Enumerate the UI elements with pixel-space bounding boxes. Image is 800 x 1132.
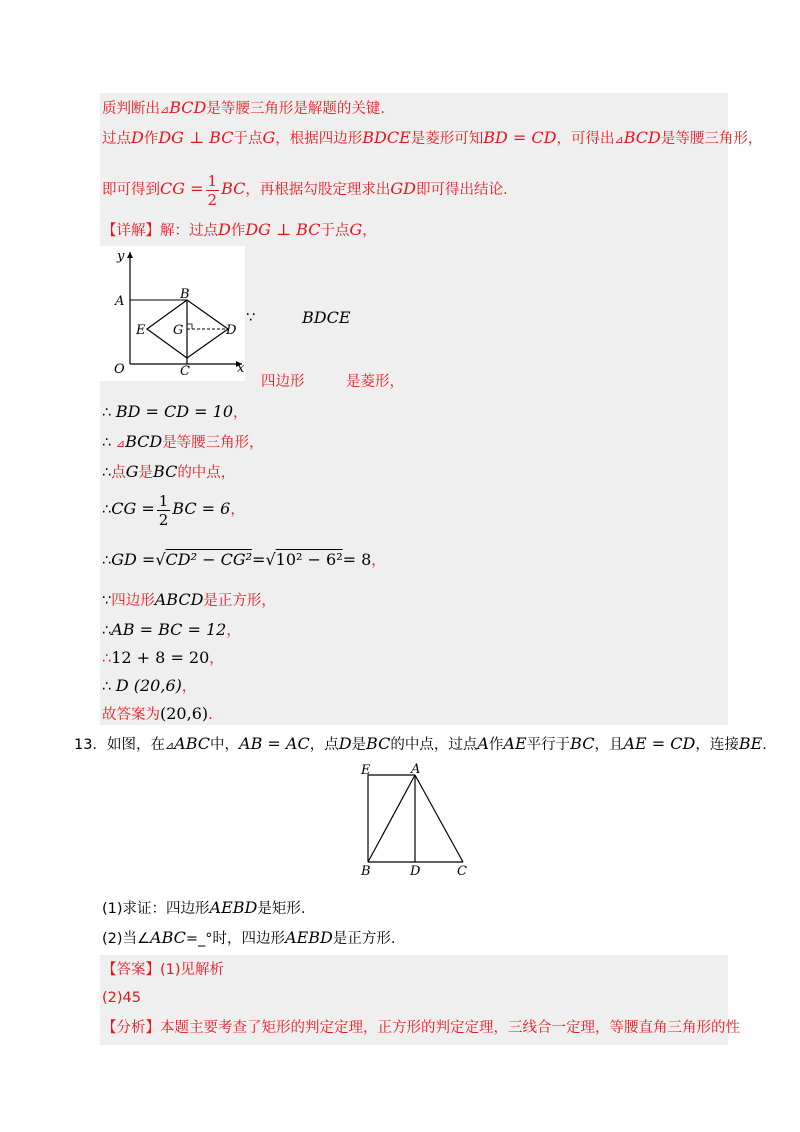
answer-line-1: 【答案】(1)见解析: [102, 962, 225, 978]
step-isosceles: ∴ ⊿BCD是等腰三角形，: [102, 432, 264, 451]
label-x: x: [237, 361, 245, 376]
segment-ac: [415, 775, 463, 862]
fraction-half-2: $\frac{1}{2}$: [158, 491, 169, 529]
label-b: B: [180, 287, 190, 302]
label-a: A: [411, 762, 421, 777]
final-answer-line: 故答案为(20,6).: [102, 704, 213, 723]
right-angle-mark: [187, 324, 192, 329]
guide-line-2: 即可得到CG = $\frac{1}{2}$ BC，再根据勾股定理求出GD即可得出结论.: [102, 171, 508, 209]
figure-triangle-svg: [355, 760, 475, 878]
step-sum: ∴12 + 8 = 20，: [102, 648, 224, 667]
step-cg: ∴CG = $\frac{1}{2}$ BC = 6，: [102, 491, 245, 529]
step-d-coord: ∴ D (20,6)，: [102, 676, 197, 695]
question-13: 13．如图，在⊿ABC中，AB = AC，点D是BC的中点，过点A作AE平行于BC，且AE = CD，连接BE.: [74, 734, 767, 753]
label-e: E: [136, 323, 146, 338]
answer-line-2: (2)45: [102, 990, 141, 1006]
label-e: E: [361, 763, 371, 778]
step-bd-cd: ∴ BD = CD = 10，: [102, 402, 248, 421]
bdce-floating: BDCE: [302, 308, 351, 327]
since-symbol: ∵: [246, 310, 256, 326]
label-b: B: [361, 864, 371, 878]
guide-line-1: 过点D作DG ⊥ BC于点G，根据四边形BDCE是菱形可知BD = CD，可得出⊿BCD是等腰三角形，: [102, 128, 763, 147]
sub-question-1: (1)求证：四边形AEBD是矩形.: [102, 898, 306, 917]
analysis-line: 【分析】本题主要考查了矩形的判定定理，正方形的判定定理，三线合一定理，等腰直角三角形的性: [102, 1020, 740, 1036]
step-ab-bc: ∴AB = BC = 12，: [102, 620, 241, 639]
label-o: O: [114, 362, 125, 377]
figure-triangle-rectangle: [355, 760, 475, 878]
figure-rhombus-svg: [100, 246, 245, 381]
rhombus-word: 是菱形，: [346, 374, 404, 390]
label-c: C: [180, 364, 190, 379]
quad-word: 四边形: [261, 374, 305, 390]
label-d: D: [410, 864, 421, 878]
label-a: A: [115, 294, 125, 309]
label-g: G: [173, 323, 184, 338]
label-y: y: [117, 249, 125, 264]
analysis-tail-line: 质判断出⊿BCD是等腰三角形是解题的关键.: [102, 98, 385, 117]
sub-question-2: (2)当∠ABC=_°时，四边形AEBD是正方形.: [102, 928, 396, 947]
step-square: ∵四边形ABCD是正方形，: [102, 590, 276, 609]
y-axis-arrow: [127, 252, 133, 258]
step-gd: ∴GD =√CD² − CG²=√10² − 6²= 8，: [102, 550, 386, 569]
label-c: C: [457, 864, 467, 878]
step-midpoint: ∴点G是BC的中点，: [102, 462, 236, 481]
fraction-half: $\frac{1}{2}$: [207, 171, 218, 209]
figure-rhombus-coordinate: [100, 246, 245, 381]
detail-line: 【详解】解：过点D作DG ⊥ BC于点G，: [102, 220, 377, 239]
segment-ab: [368, 775, 415, 862]
label-d: D: [226, 323, 237, 338]
